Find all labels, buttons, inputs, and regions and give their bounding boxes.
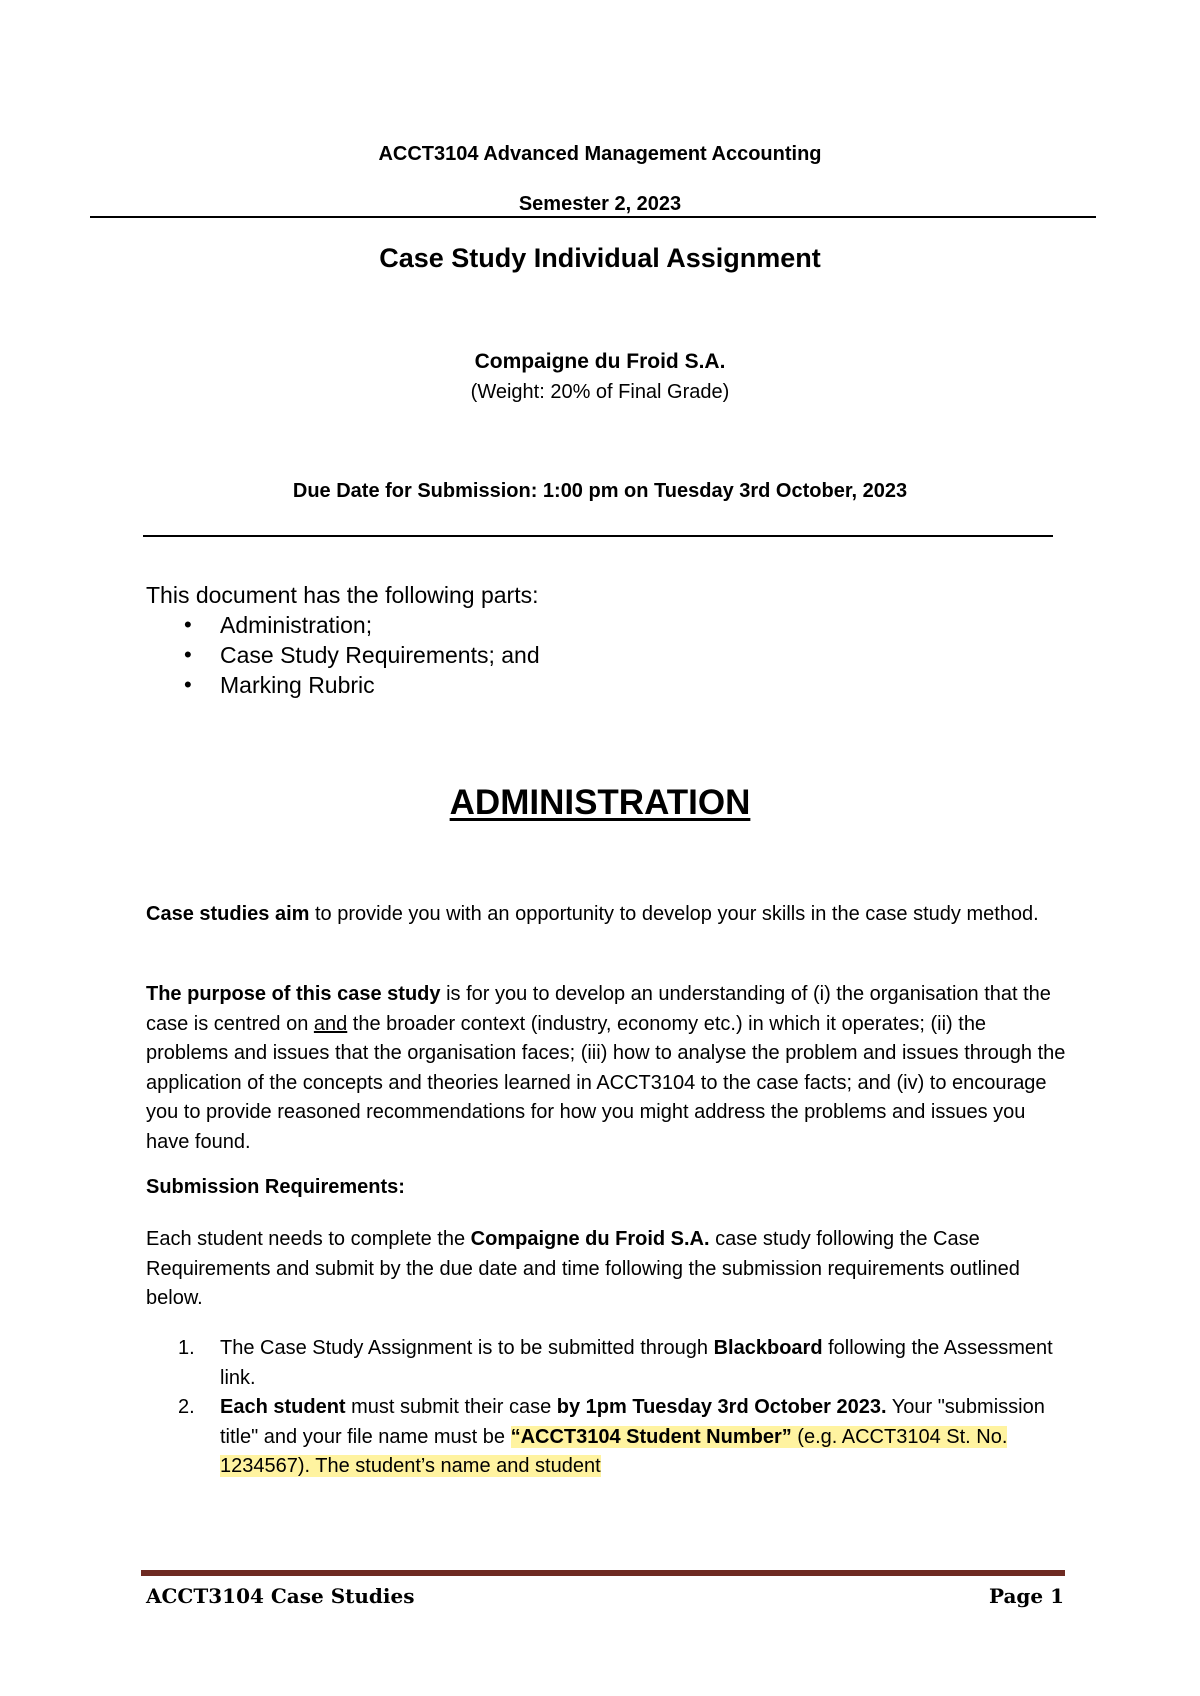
step-number: 2.	[178, 1396, 195, 1418]
step-text: The Case Study Assignment is to be submitted through	[220, 1337, 714, 1359]
due-date: Due Date for Submission: 1:00 pm on Tuesday 3rd October, 2023	[292, 480, 908, 502]
parts-list	[184, 610, 540, 700]
section-heading: ADMINISTRATION	[449, 783, 751, 822]
underlined-word: and	[313, 1012, 348, 1035]
paragraph-text: Each student needs to complete the	[146, 1228, 471, 1250]
paragraph-lead: Case studies aim	[146, 903, 310, 925]
highlighted-filename: “ACCT3104 Student Number”	[510, 1425, 792, 1448]
paragraph-aim	[146, 900, 1066, 930]
paragraph-text: case study following the Case Requirements and submit by the due date and time following the submission requirements outlined below.	[146, 1228, 1020, 1309]
submission-steps	[178, 1334, 1058, 1482]
course-title: ACCT3104 Advanced Management Accounting	[378, 143, 822, 165]
step-text: following the Assessment link.	[220, 1337, 1053, 1389]
step-bold: by 1pm Tuesday 3rd October 2023.	[556, 1396, 887, 1418]
footer-title: ACCT3104 Case Studies	[146, 1584, 415, 1608]
list-item	[178, 1334, 1058, 1393]
case-name: Compaigne du Froid S.A.	[474, 350, 726, 373]
step-text: Your "submission title" and your file name must be	[220, 1396, 1045, 1448]
step-number: 1.	[178, 1337, 195, 1359]
due-divider	[143, 535, 1053, 537]
list-item: • Marking Rubric	[184, 670, 540, 700]
footer-divider	[141, 1570, 1065, 1576]
paragraph-text: is for you to develop an understanding of (i) the organisation that the case is centred on	[146, 983, 1051, 1035]
parts-intro: This document has the following parts:	[146, 582, 539, 608]
document-title: Case Study Individual Assignment	[379, 243, 821, 273]
paragraph-text: the broader context (industry, economy etc.) in which it operates; (ii) the problems and issues that the organisation faces; (iii) how to analyse the problem and issues through the application of the concepts and theories learned in ACCT3104 to the case facts; and (iv) to encourage you to provide reasoned recommendations for how you might address the problems and issues you have found.	[146, 1012, 1066, 1153]
highlighted-text: (e.g. ACCT3104 St. No. 1234567). The student’s name and student	[220, 1425, 1008, 1477]
step-bold: Blackboard	[713, 1337, 823, 1359]
paragraph-lead: The purpose of this case study	[146, 983, 441, 1005]
page-number: Page 1	[988, 1584, 1064, 1608]
paragraph-purpose	[146, 980, 1066, 1157]
list-item: • Administration;	[184, 610, 540, 640]
step-text: must submit their case	[345, 1396, 557, 1418]
paragraph-submission	[146, 1225, 1066, 1314]
step-bold: Each student	[220, 1396, 346, 1418]
semester-label: Semester 2, 2023	[518, 193, 682, 215]
weight-note: (Weight: 20% of Final Grade)	[470, 381, 730, 403]
header-divider	[90, 216, 1096, 218]
case-name-inline: Compaigne du Froid S.A.	[470, 1228, 710, 1250]
list-item	[178, 1393, 1058, 1482]
submission-heading: Submission Requirements:	[146, 1176, 405, 1198]
list-item: • Case Study Requirements; and	[184, 640, 540, 670]
paragraph-text: to provide you with an opportunity to develop your skills in the case study method.	[309, 903, 1039, 925]
